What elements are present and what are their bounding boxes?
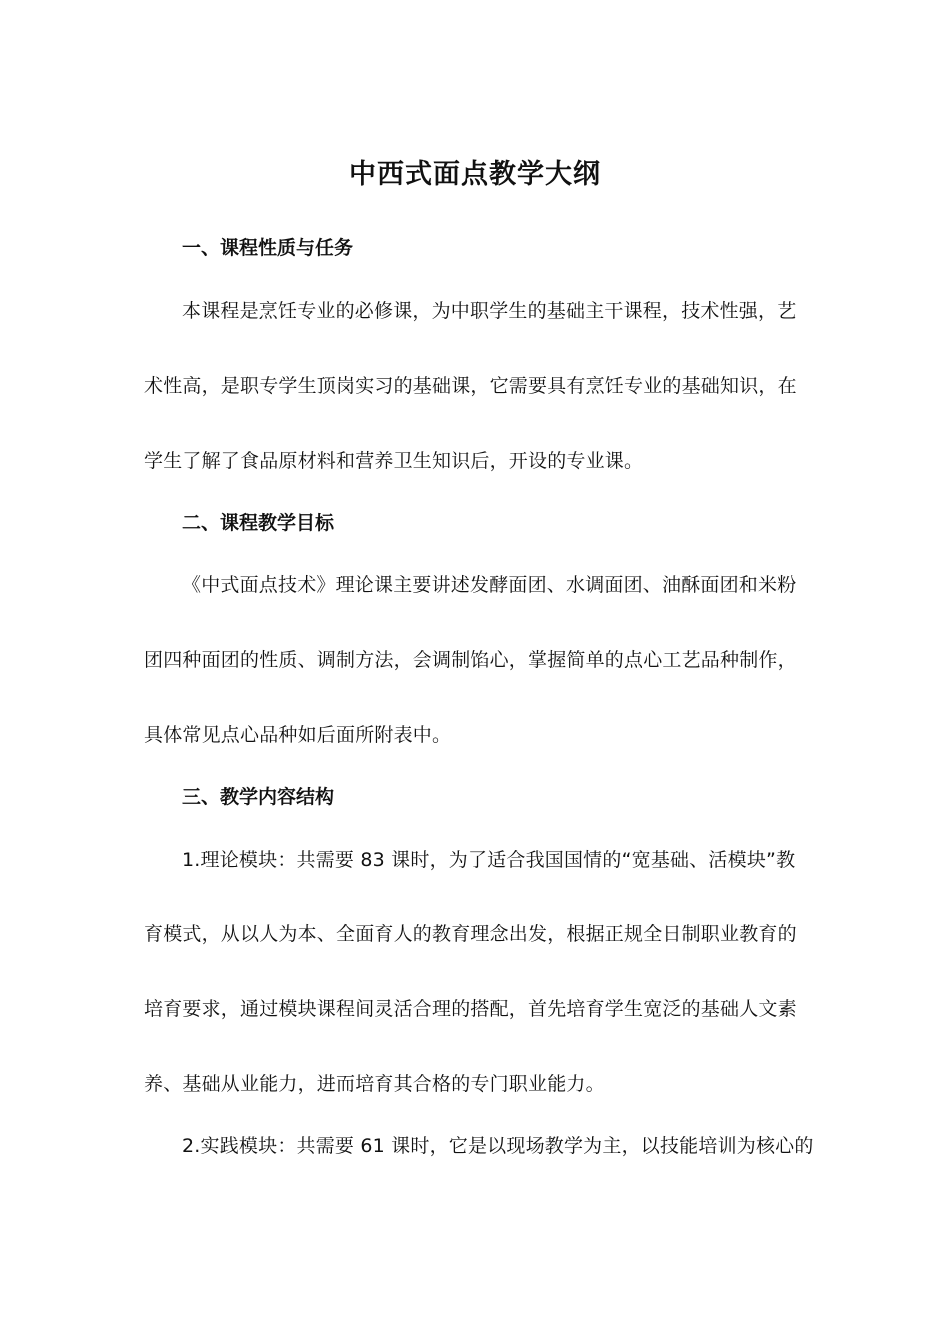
paragraph-line: 术性高，是职专学生顶岗实习的基础课，它需要具有烹饪专业的基础知识，在 bbox=[144, 375, 797, 397]
paragraph-line: 育模式，从以人为本、全面育人的教育理念出发，根据正规全日制职业教育的 bbox=[144, 923, 797, 945]
paragraph-line: 培育要求，通过模块课程间灵活合理的搭配，首先培育学生宽泛的基础人文素 bbox=[144, 998, 797, 1020]
paragraph-line: 2.实践模块：共需要 61 课时，它是以现场教学为主，以技能培训为核心的 bbox=[182, 1135, 814, 1157]
paragraph-line: 团四种面团的性质、调制方法，会调制馅心，掌握简单的点心工艺品种制作， bbox=[144, 649, 797, 671]
paragraph-line: 学生了解了食品原材料和营养卫生知识后，开设的专业课。 bbox=[144, 450, 644, 472]
paragraph-line: 养、基础从业能力，进而培育其合格的专门职业能力。 bbox=[144, 1073, 605, 1095]
document-title: 中西式面点教学大纲 bbox=[349, 159, 601, 190]
section-heading-1: 一、课程性质与任务 bbox=[182, 237, 354, 259]
section-heading-3: 三、教学内容结构 bbox=[182, 786, 335, 808]
paragraph-line: 《中式面点技术》理论课主要讲述发酵面团、水调面团、油酥面团和米粉 bbox=[182, 574, 797, 596]
paragraph-line: 具体常见点心品种如后面所附表中。 bbox=[144, 724, 452, 746]
paragraph-line: 本课程是烹饪专业的必修课，为中职学生的基础主干课程，技术性强，艺 bbox=[182, 300, 797, 322]
paragraph-line: 1.理论模块：共需要 83 课时，为了适合我国国情的“宽基础、活模块”教 bbox=[182, 849, 796, 871]
section-heading-2: 二、课程教学目标 bbox=[182, 512, 335, 534]
